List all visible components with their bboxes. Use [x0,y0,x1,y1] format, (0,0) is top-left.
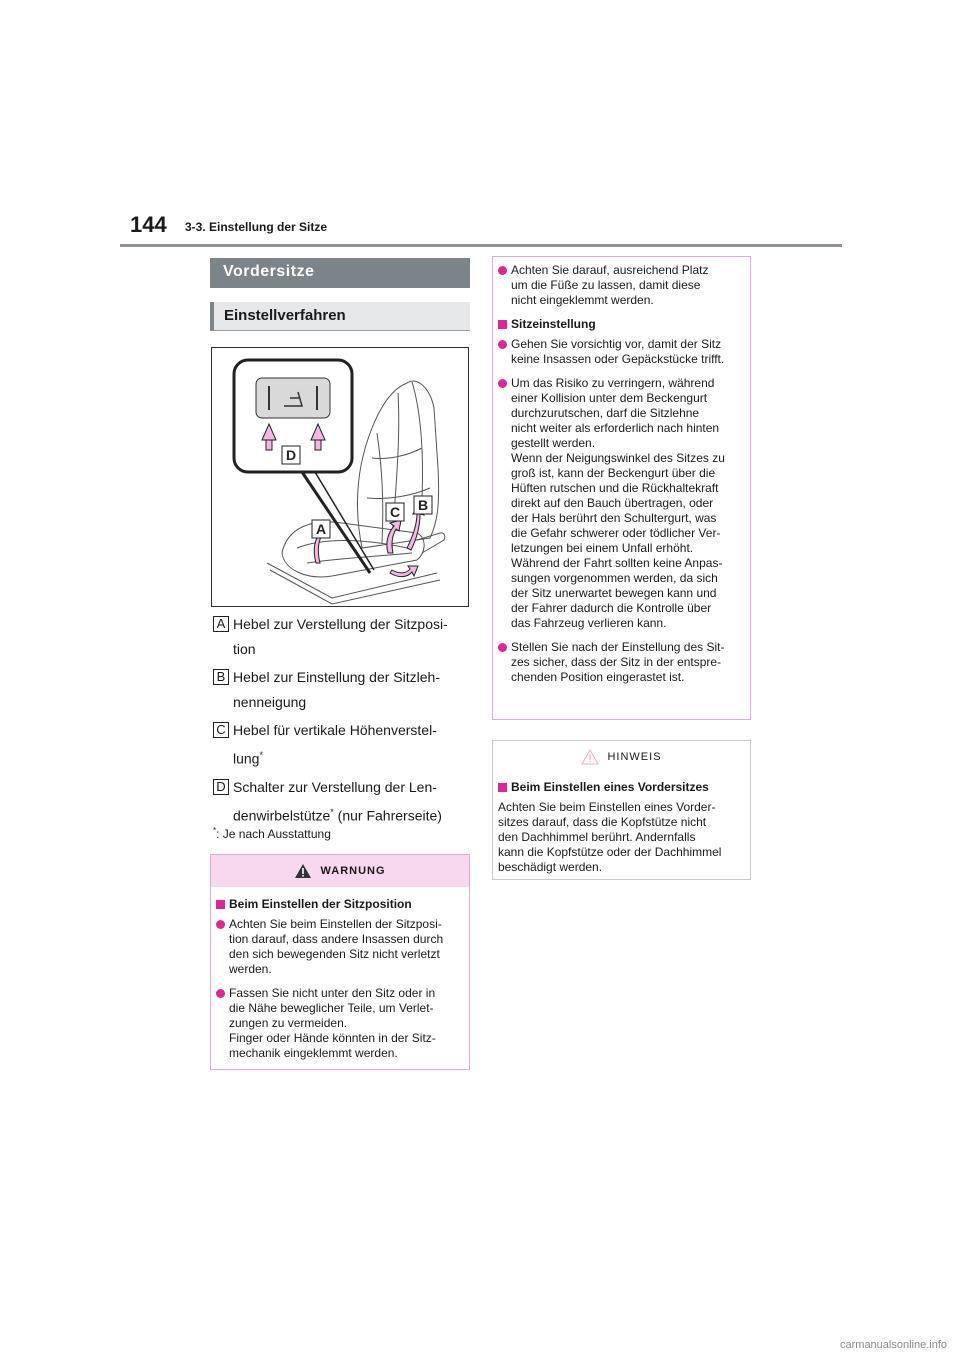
notice-subheading: Beim Einstellen eines Vordersitzes [498,780,742,795]
warning-bullet: Fassen Sie nicht unter den Sitz oder in die Nähe beweglicher Teile, um Verlet- zungen zu vermeiden. Finger oder Hände könnten in der Sitz- mechanik eingeklemmt werden. [216,986,461,1061]
warning-box-continued [492,256,751,720]
warning-bullet: Achten Sie beim Einstellen der Sitzposi- tion darauf, dass andere Insassen durch den sich bewegenden Sitz nicht verletzt werden. [216,917,461,977]
warning-box [210,854,470,1070]
notice-triangle-icon [581,749,599,765]
notice-box [492,740,751,880]
header-rule [120,244,842,247]
footnote: *: Je nach Ausstattung [213,826,331,841]
svg-text:D: D [285,447,297,463]
svg-text:C: C [389,504,401,520]
legend-item-b: B Hebel zur Einstellung der Sitzleh- nenneigung [213,665,475,715]
warning-triangle-icon [294,863,312,879]
page-number: 144 [130,212,167,237]
warning-bullet: Gehen Sie vorsichtig vor, damit der Sitz keine Insassen oder Gepäckstücke trifft. [498,337,742,367]
legend-item-d: D Schalter zur Verstellung der Len- denwirbelstütze* (nur Fahrerseite) [213,775,475,829]
warning-bullet: Stellen Sie nach der Einstellung des Sit- zes sicher, dass der Sitz in der entspre- chenden Position eingerastet ist. [498,640,742,685]
legend-letter: C [213,722,229,738]
legend-item-a: A Hebel zur Verstellung der Sitzposi- tion [213,612,475,662]
warning-header [211,855,469,887]
seat-illustration [211,347,469,607]
heading-einstellverfahren: Einstellverfahren [210,302,470,331]
legend-item-c: C Hebel für vertikale Höhenverstel- lung* [213,718,475,772]
warning-subheading: Beim Einstellen der Sitzposition [216,897,461,912]
warning-title: WARNUNG [320,864,386,877]
notice-title: HINWEIS [607,750,662,763]
warning-bullet: Um das Risiko zu verringern, während einer Kollision unter dem Beckengurt durchzurutschen, darf die Sitzlehne nicht weiter als erforderlich nach hinten gestellt werden. Wenn der Neigungswinkel des Sitzes zu groß ist, kann der Beckengurt über die Hüften rutschen und die Rückhaltekraft direkt auf den Bauch übertragen, oder der Hals berührt den Schultergurt, was die Gefahr schwerer oder tödlicher Ver- letzungen bei einem Unfall erhöht. Während der Fahrt sollten keine Anpas- sungen vorgenommen werden, da sich der Sitz unerwartet bewegen kann und der Fahrer dadurch die Kontrolle über das Fahrzeug verlieren kann. [498,376,742,631]
legend-letter: B [213,669,229,685]
legend-letter: A [213,616,229,632]
heading-vordersitze: Vordersitze [210,258,470,288]
warning-subheading: Sitzeinstellung [498,317,742,332]
svg-text:B: B [417,497,429,513]
section-title: 3-3. Einstellung der Sitze [185,220,328,234]
notice-header [493,741,750,773]
legend-letter: D [213,779,229,795]
warning-bullet: Achten Sie darauf, ausreichend Platz um die Füße zu lassen, damit diese nicht eingeklemmt werden. [498,263,742,308]
notice-text: Achten Sie beim Einstellen eines Vorder- sitzes darauf, dass die Kopfstütze nicht den Dachhimmel berührt. Andernfalls kann die Kopfstütze oder der Dachhimmel beschädigt werden. [498,800,722,874]
legend [213,612,475,831]
footer-watermark: carmanualsonline.info [840,1339,948,1351]
svg-text:A: A [315,521,327,537]
